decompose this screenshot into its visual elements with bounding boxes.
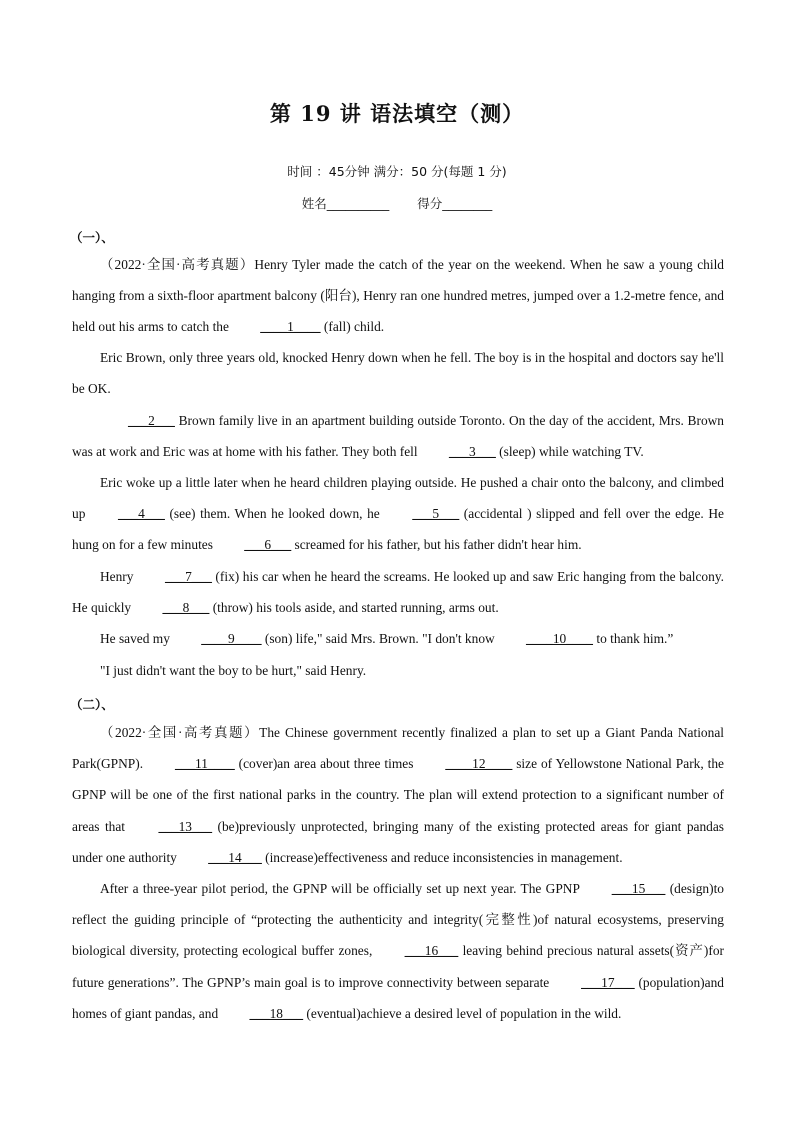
section-1-heading: （一）、	[70, 230, 114, 245]
name-score-fields	[0, 194, 794, 212]
blank-2: ___2___	[128, 413, 175, 428]
blank-3: ___3___	[448, 444, 496, 460]
passage-2-paragraph-2: After a three-year pilot period, the GPNP will be officially set up next year. The GPNP ___15___ (design)to reflect the guiding principle of “protecting the authenticity and integrity(完整性)of natural ecosystems, preserving biological diversity, protecting ecological buffer zones, ___16___ leaving behind precious natural assets(资产)for future generations”. The GPNP’s main goal is to improve connectivity between separate ___17___ (population)and homes of giant pandas, and ___18___ (eventual)achieve a desired level of population in the wild.	[72, 873, 724, 1029]
blank-6: ___6___	[244, 537, 292, 553]
blank-16: ___16___	[404, 943, 459, 959]
blank-4: ___4___	[118, 506, 165, 522]
score-field-label: 得分________	[417, 196, 493, 211]
blank-5: ___5___	[412, 506, 460, 522]
blank-17: ___17___	[581, 974, 635, 990]
time-score-info: 时间 ：45分钟 满分：50 分(每题 1 分)	[287, 164, 507, 179]
blank-12: ____12____	[445, 756, 513, 772]
section-2-heading: （二）、	[70, 697, 114, 712]
passage-2-paragraph-1: （2022·全国·高考真题）The Chinese government recently finalized a plan to set up a Giant Panda National Park(GPNP). ___11____ (cover)an area about three times ____12____ size of Yellowstone National Park, the GPNP will be one of the first national parks in the country. The plan will extend protection to a significant number of areas that ___13___ (be)previously unprotected, bringing many of the existing protected areas for giant pandas under one authority ___14___ (increase)effectiveness and reduce inconsistencies in management.	[72, 717, 724, 873]
blank-14: ___14___	[208, 849, 262, 865]
passage-1-paragraph-1: （2022·全国·高考真题）Henry Tyler made the catch of the year on the weekend. When he saw a young child hanging from a sixth-floor apartment balcony (阳台), Henry ran one hundred metres, jumped over a 1.2-metre fence, and held out his arms to catch the ____1____ (fall) child.	[72, 249, 724, 343]
passage-1-paragraph-5: Henry ___7___ (fix) his car when he heard the screams. He looked up and saw Eric hanging from the balcony. He quickly ___8___ (throw) his tools aside, and started running, arms out.	[72, 561, 724, 623]
blank-1: ____1____	[260, 319, 321, 335]
blank-18: ___18___	[249, 1005, 304, 1021]
name-field-label: 姓名__________	[301, 196, 390, 211]
blank-15: ___15___	[611, 881, 666, 896]
blank-11: ___11____	[174, 756, 235, 772]
passage-1-paragraph-4: Eric woke up a little later when he heard children playing outside. He pushed a chair onto the balcony, and climbed up ___4___ (see) them. When he looked down, he ___5___ (accidental ) slipped and fell over the edge. He hung on for a few minutes ___6___ screamed for his father, but his father didn't hear him.	[72, 467, 724, 561]
blank-8: ___8___	[162, 600, 210, 616]
passage-1-paragraph-3: ___2___ Brown family live in an apartment building outside Toronto. On the day of the accident, Mrs. Brown was at work and Eric was at home with his father. They both fell ___3___ (sleep) while watching TV.	[72, 405, 724, 467]
blank-7: ___7___	[165, 569, 212, 584]
blank-10: ____10____	[526, 631, 593, 646]
page-title: 第 19 讲 语法填空（测）	[269, 101, 525, 126]
passage-1-paragraph-2: Eric Brown, only three years old, knocked Henry down when he fell. The boy is in the hospital and doctors say he'll be OK.	[72, 350, 724, 397]
blank-13: ___13___	[158, 818, 213, 834]
passage-1-paragraph-7: "I just didn't want the boy to be hurt," said Henry.	[100, 663, 367, 678]
blank-9: ____9____	[201, 631, 262, 646]
passage-1-paragraph-6: He saved my ____9____ (son) life," said Mrs. Brown. "I don't know ____10____ to thank him.”	[72, 623, 724, 654]
